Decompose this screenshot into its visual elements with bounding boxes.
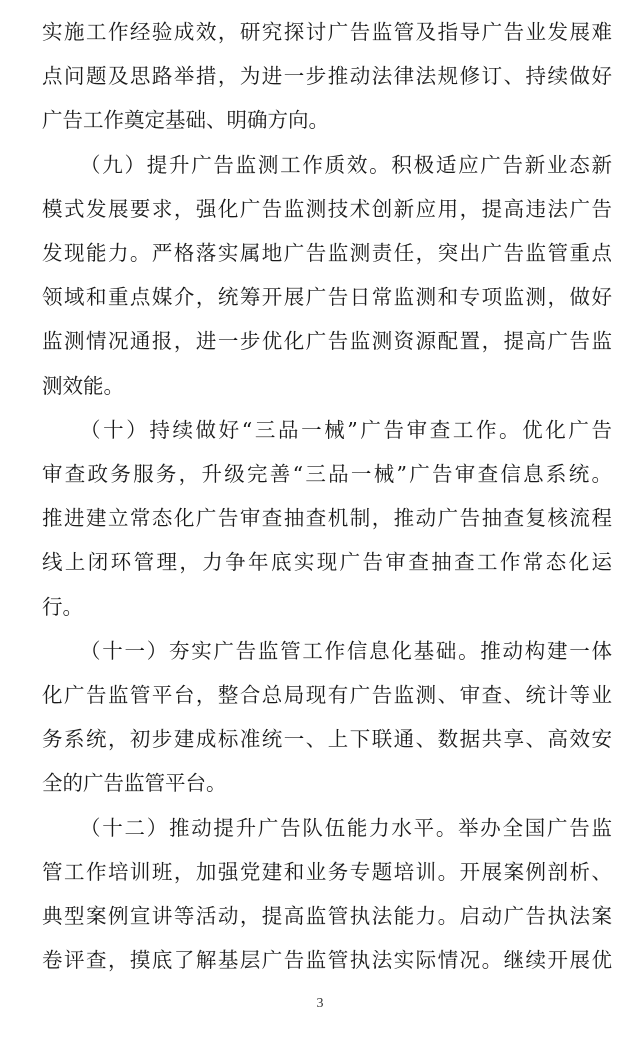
text-line: 全的广告监管平台。 [42,771,227,796]
text-line: 测效能。 [42,373,124,398]
text-line: 广告工作奠定基础、明确方向。 [42,108,329,133]
text-line: 推进建立常态化广告审查抽查机制，推动广告抽查复核流程 [42,506,612,531]
page-number: 3 [316,996,324,1011]
text-line: 务系统，初步建成标准统一、上下联通、数据共享、高效安 [42,727,612,752]
text-line: 化广告监管平台，整合总局现有广告监测、审查、统计等业 [42,683,612,707]
text-line: 线上闭环管理，力争年底实现广告审查抽查工作常态化运 [42,550,612,575]
text-line: 模式发展要求，强化广告监测技术创新应用，提高违法广告 [42,196,612,221]
section-heading-line: （十二）推动提升广告队伍能力水平。举办全国广告监 [80,815,612,840]
text-line: 监测情况通报，进一步优化广告监测资源配置，提高广告监 [42,329,612,354]
text-line: 卷评查，摸底了解基层广告监管执法实际情况。继续开展优 [42,948,612,973]
text-line: 管工作培训班，加强党建和业务专题培训。开展案例剖析、 [42,859,612,884]
text-line: 点问题及思路举措，为进一步推动法律法规修订、持续做好 [42,64,612,89]
text-line: 行。 [42,594,83,619]
section-heading-line: （十一）夯实广告监管工作信息化基础。推动构建一体 [80,638,612,663]
text-line: 典型案例宣讲等活动，提高监管执法能力。启动广告执法案 [42,904,612,928]
text-line: 实施工作经验成效，研究探讨广告监管及指导广告业发展难 [42,20,612,44]
section-heading-line: （十）持续做好“三品一械”广告审查工作。优化广告 [80,417,612,442]
text-line: 领域和重点媒介，统筹开展广告日常监测和专项监测，做好 [42,285,612,310]
text-line: 审查政务服务，升级完善“三品一械”广告审查信息系统。 [42,462,612,486]
text-line: 发现能力。严格落实属地广告监测责任，突出广告监管重点 [42,241,612,265]
section-heading-line: （九）提升广告监测工作质效。积极适应广告新业态新 [80,152,612,177]
